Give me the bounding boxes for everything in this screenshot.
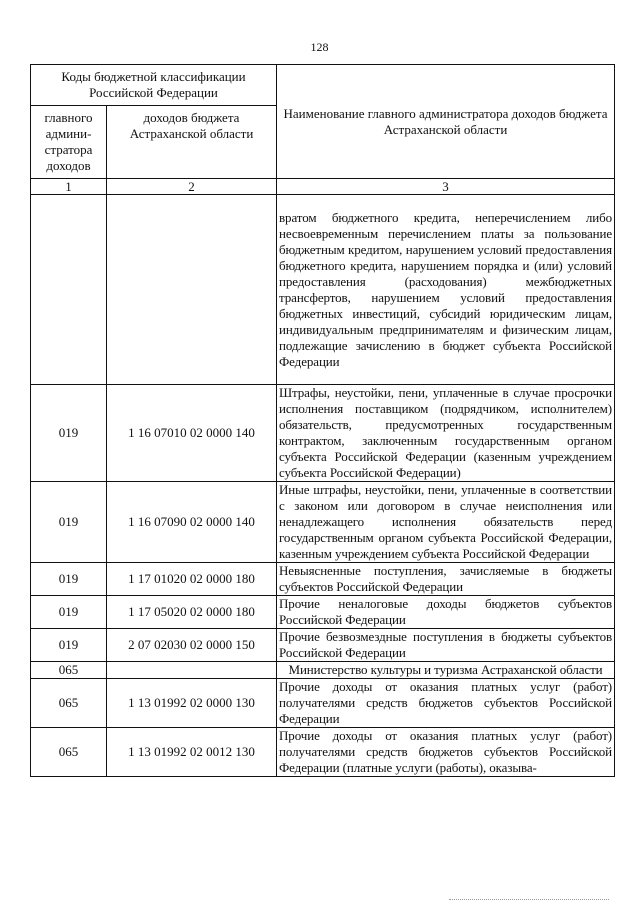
income-code-cell: 1 16 07010 02 0000 140 [107, 385, 277, 482]
table-row [31, 596, 615, 629]
name-cell: Прочие доходы от оказания платных услуг (работ) получателями средств бюджетов субъектов Российской Федерации (платные услуги (работы), оказыва- [277, 728, 615, 777]
name-cell: Прочие неналоговые доходы бюджетов субъектов Российской Федерации [277, 596, 615, 629]
name-cell: Министерство культуры и туризма Астраханской области [277, 662, 615, 679]
budget-classification-table [30, 64, 615, 777]
name-cell: Прочие безвозмездные поступления в бюджеты субъектов Российской Федерации [277, 629, 615, 662]
name-cell: Иные штрафы, неустойки, пени, уплаченные в соответствии с законом или договором в случае неисполнения или ненадлежащего исполнения обязательств перед государственным органом субъекта Российской Федерации, казенным учреждением субъекта Российской Федерации [277, 482, 615, 563]
table-row [31, 385, 615, 482]
table-row [31, 482, 615, 563]
admin-code-cell: 019 [31, 385, 107, 482]
table-row [31, 629, 615, 662]
admin-code-cell: 065 [31, 679, 107, 728]
header-income-code-column: доходов бюджета Астраханской области [107, 106, 277, 179]
table-row [31, 662, 615, 679]
name-cell: вратом бюджетного кредита, неперечислением либо несвоевременным перечислением платы за пользование бюджетным кредитом, нарушением условий предоставления бюджетного кредита, нарушением порядка и (или) условий предоставления (расходования) межбюджетных трансфертов, нарушением условий предоставления бюджетных инвестиций, субсидий юридическим лицам, индивидуальным предпринимателям и физическим лицам, подлежащие зачислению в бюджет субъекта Российской Федерации [277, 195, 615, 385]
table-row [31, 728, 615, 777]
name-cell: Невыясненные поступления, зачисляемые в бюджеты субъектов Российской Федерации [277, 563, 615, 596]
scan-footer-mark [449, 899, 609, 901]
admin-code-cell: 019 [31, 596, 107, 629]
admin-code-cell [31, 195, 107, 385]
income-code-cell: 1 17 01020 02 0000 180 [107, 563, 277, 596]
income-code-cell: 1 17 05020 02 0000 180 [107, 596, 277, 629]
income-code-cell: 1 13 01992 02 0012 130 [107, 728, 277, 777]
name-cell: Прочие доходы от оказания платных услуг (работ) получателями средств бюджетов субъектов Российской Федерации [277, 679, 615, 728]
header-name-column: Наименование главного администратора доходов бюджета Астраханской области [277, 65, 615, 179]
table-row [31, 679, 615, 728]
page-number: 128 [310, 40, 329, 54]
column-number: 1 [31, 179, 107, 195]
header-group-title: Коды бюджетной классификации Российской Федерации [31, 65, 277, 106]
income-code-cell [107, 662, 277, 679]
income-code-cell: 1 16 07090 02 0000 140 [107, 482, 277, 563]
name-cell: Штрафы, неустойки, пени, уплаченные в случае просрочки исполнения поставщиком (подрядчиком, исполнителем) обязательств, предусмотренных государственным контрактом, заключенным государственным органом субъекта Российской Федерации (казенным учреждением субъекта Российской Федерации) [277, 385, 615, 482]
admin-code-cell: 065 [31, 662, 107, 679]
income-code-cell: 2 07 02030 02 0000 150 [107, 629, 277, 662]
income-code-cell [107, 195, 277, 385]
header-admin-code-column: главного админи-стратора доходов [31, 106, 107, 179]
table-row [31, 563, 615, 596]
income-code-cell: 1 13 01992 02 0000 130 [107, 679, 277, 728]
column-number: 3 [277, 179, 615, 195]
column-number: 2 [107, 179, 277, 195]
admin-code-cell: 019 [31, 563, 107, 596]
admin-code-cell: 019 [31, 482, 107, 563]
table-row [31, 195, 615, 385]
admin-code-cell: 065 [31, 728, 107, 777]
admin-code-cell: 019 [31, 629, 107, 662]
